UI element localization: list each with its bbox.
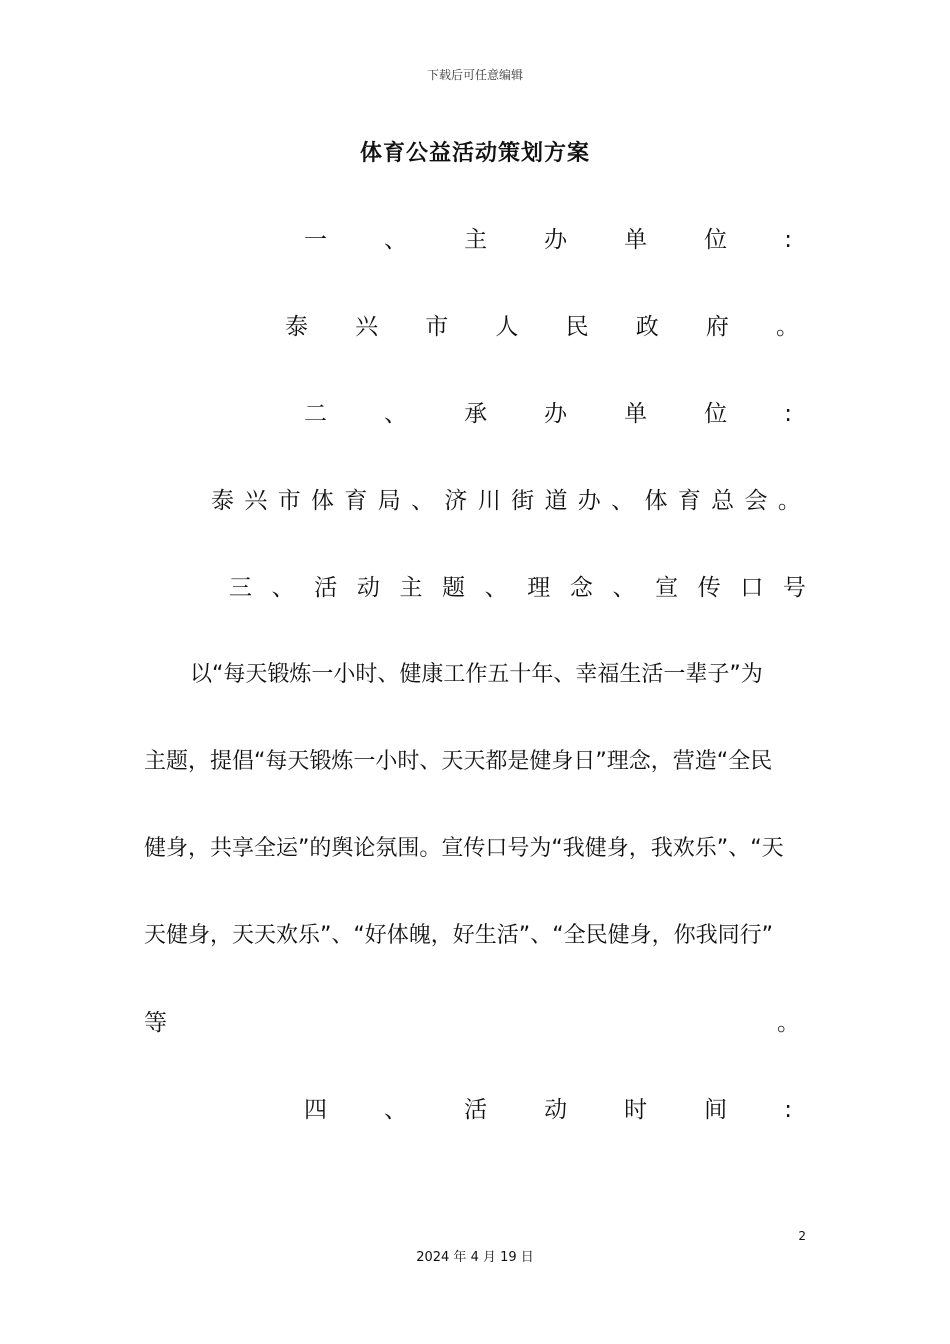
char: 总 [711, 488, 735, 514]
section2-body [211, 486, 801, 516]
char: 、 [384, 401, 408, 427]
char: 时 [624, 1097, 648, 1123]
char: 念 [569, 575, 593, 601]
char: 承 [464, 401, 488, 427]
char: 、 [384, 1097, 408, 1123]
char: 宣 [655, 575, 679, 601]
document-title: 体育公益活动策划方案 [359, 141, 590, 166]
char: 民 [565, 314, 589, 340]
char: 、 [612, 575, 636, 601]
char: 一 [304, 227, 327, 253]
char: 二 [304, 401, 327, 427]
char: 。 [777, 1010, 800, 1036]
char: : [784, 227, 792, 253]
char: : [784, 401, 792, 427]
char: 主 [399, 575, 423, 601]
char: 市 [425, 314, 449, 340]
char: 兴 [244, 488, 268, 514]
char: 单 [624, 227, 648, 253]
char: 道 [544, 488, 568, 514]
char: 单 [624, 401, 648, 427]
char: 传 [697, 575, 721, 601]
char: 市 [277, 488, 301, 514]
char: 川 [477, 488, 501, 514]
char: 、 [271, 575, 295, 601]
char: 泰 [285, 314, 308, 340]
char: 办 [544, 227, 568, 253]
char: 、 [411, 488, 435, 514]
section3-heading [229, 573, 806, 603]
section3-paragraph-line-2: 主题，提倡“每天锻炼一小时、天天都是健身日”理念，营造“全民 [144, 749, 773, 774]
header-note: 下载后可任意编辑 [426, 68, 523, 82]
section3-paragraph-last-line [144, 1008, 800, 1038]
char: 济 [444, 488, 468, 514]
section3-paragraph-line-1: 以“每天锻炼一小时、健康工作五十年、幸福生活一辈子”为 [190, 662, 763, 687]
char: 。 [775, 314, 799, 340]
char: 育 [344, 488, 368, 514]
char: 三 [229, 575, 252, 601]
char: 位 [704, 227, 728, 253]
char: 。 [777, 488, 801, 514]
char: 、 [484, 575, 508, 601]
char: 局 [377, 488, 401, 514]
char: 、 [611, 488, 635, 514]
char: 题 [442, 575, 466, 601]
char: 会 [744, 488, 768, 514]
char: 理 [527, 575, 551, 601]
char: 兴 [355, 314, 379, 340]
section1-heading [304, 225, 792, 255]
char: 位 [704, 401, 728, 427]
section4-heading [304, 1095, 792, 1125]
char: 政 [635, 314, 659, 340]
char: 间 [704, 1097, 728, 1123]
char: 号 [782, 575, 806, 601]
footer-date: 2024 年 4 月 19 日 [416, 1250, 534, 1265]
char: 人 [495, 314, 519, 340]
char: : [784, 1097, 792, 1123]
char: 体 [311, 488, 335, 514]
char: 动 [356, 575, 380, 601]
page-number: 2 [798, 1229, 806, 1243]
char: 办 [577, 488, 601, 514]
char: 活 [464, 1097, 488, 1123]
section2-heading [304, 399, 792, 429]
section3-paragraph-line-4: 天健身，天天欢乐”、“好体魄，好生活”、“全民健身，你我同行” [144, 923, 773, 948]
char: 泰 [211, 488, 234, 514]
char: 等 [144, 1010, 167, 1036]
char: 体 [644, 488, 668, 514]
char: 办 [544, 401, 568, 427]
char: 动 [544, 1097, 568, 1123]
section3-paragraph-line-3: 健身，共享全运”的舆论氛围。宣传口号为“我健身，我欢乐”、“天 [144, 836, 784, 861]
char: 育 [677, 488, 701, 514]
char: 四 [304, 1097, 327, 1123]
char: 口 [740, 575, 764, 601]
char: 街 [511, 488, 535, 514]
char: 、 [384, 227, 408, 253]
char: 活 [314, 575, 338, 601]
char: 府 [705, 314, 729, 340]
char: 主 [464, 227, 488, 253]
section1-body [285, 312, 799, 342]
